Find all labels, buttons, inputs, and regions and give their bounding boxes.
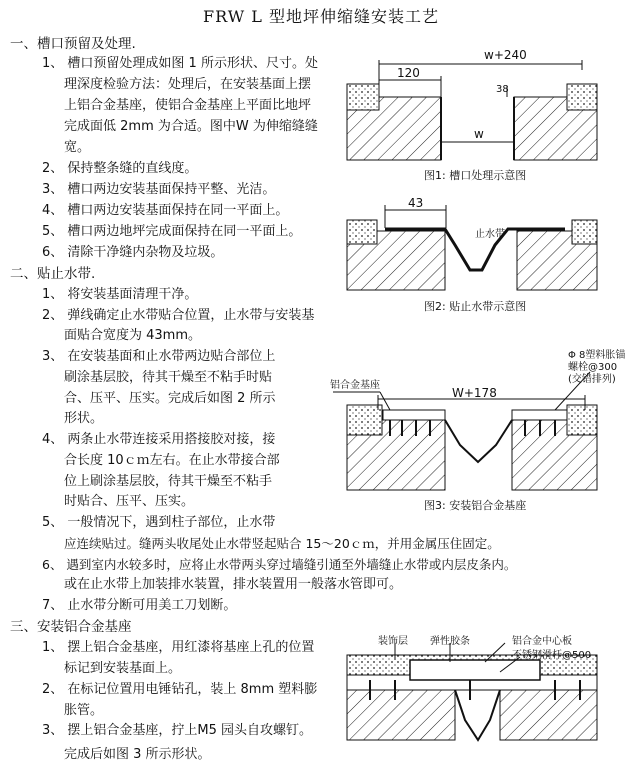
fig1-dim-left: 120 (397, 66, 420, 80)
list-item: 3、 摆上铝合金基座，拧上M5 园头自攻螺钉。 (42, 723, 313, 738)
figure-1-caption: 图1: 槽口处理示意图 (424, 169, 527, 182)
list-item: 或在止水带上加装排水装置，排水装置用一般落水管即可。 (64, 577, 403, 592)
fig3-label-anchor-1: Φ 8塑料胀锚 (568, 350, 626, 361)
list-item: 4、 槽口两边安装基面保持在同一平面上。 (42, 203, 289, 218)
figure-1-groove (347, 60, 597, 160)
fig3-label-base: 铝合金基座 (330, 380, 380, 391)
list-item: 胀管。 (64, 703, 104, 718)
fig1-dim-depth: 38 (496, 84, 509, 95)
list-item: 5、 槽口两边地坪完成面保持在同一平面上。 (42, 224, 302, 239)
list-item: 2、 在标记位置用电锤钻孔，装上 8mm 塑料膨 (42, 682, 318, 697)
page-title: FRW L 型地坪伸缩缝安装工艺 (202, 7, 440, 26)
list-item: 完成面低 2mm 为合适。图中W 为伸缩缝缝 (64, 119, 318, 134)
list-item: 合长度 10ｃｍ左右。在止水带接合部 (64, 453, 280, 468)
list-item: 形状。 (64, 411, 104, 426)
fig4-label-sealant: 弹性胶条 (430, 636, 470, 647)
list-item: 2、 弹线确定止水带贴合位置，止水带与安装基 (42, 308, 315, 323)
fig3-label-anchor-3: (交错排列) (568, 374, 616, 385)
list-item: 上铝合金基座，使铝合金基座上平面比地坪 (64, 98, 312, 113)
list-item: 合、压平、压实。完成后如图 2 所示 (64, 391, 276, 406)
list-item: 5、 一般情况下，遇到柱子部位，止水带 (42, 515, 276, 530)
fig4-label-centerplate: 铝合金中心板 (512, 636, 572, 647)
fig3-dim-total: W+178 (452, 386, 497, 400)
list-item: 1、 将安装基面清理干净。 (42, 287, 198, 302)
list-item: 面贴合宽度为 43mm。 (64, 328, 202, 343)
list-item: 宽。 (64, 140, 91, 155)
fig1-dim-total: w+240 (484, 48, 527, 62)
fig4-label-slider: 不锈钢滑杆@500 (512, 650, 592, 661)
list-item: 7、 止水带分断可用美工刀划断。 (42, 598, 237, 613)
list-item: 时贴合、压平、压实。 (64, 494, 195, 509)
fig2-label-waterstop: 止水带 (475, 229, 505, 240)
list-item: 理深度检验方法：处理后，在安装基面上摆 (64, 77, 312, 92)
list-item: 6、 清除干净缝内杂物及垃圾。 (42, 245, 224, 260)
list-item: 1、 摆上铝合金基座，用红漆将基座上孔的位置 (42, 640, 315, 655)
list-item: 完成后如图 3 所示形状。 (64, 747, 211, 762)
fig2-dim-width: 43 (408, 196, 424, 210)
list-item: 4、 两条止水带连接采用搭接胶对接，接 (42, 432, 276, 447)
list-item: 应连续贴过。缝两头收尾处止水带竖起贴合 15～20ｃｍ，并用金属压住固定。 (64, 536, 500, 551)
fig1-dim-gap: w (474, 127, 484, 141)
list-item: 标记到安装基面上。 (64, 661, 182, 676)
list-item: 2、 保持整条缝的直线度。 (42, 161, 198, 176)
list-item: 位上刷涂基层胶，待其干燥至不粘手 (64, 474, 273, 489)
section-heading-2: 二、贴止水带. (10, 266, 96, 282)
list-item: 3、 槽口两边安装基面保持平整、光洁。 (42, 182, 276, 197)
figure-2-caption: 图2: 贴止水带示意图 (424, 300, 527, 313)
figure-3-caption: 图3: 安装铝合金基座 (424, 499, 527, 512)
list-item: 1、 槽口预留处理成如图 1 所示形状、尺寸。处 (42, 56, 318, 71)
list-item: 6、 遇到室内水较多时，应将止水带两头穿过墙缝引通至外墙缝止水带或内层皮条内。 (42, 557, 517, 572)
figure-2-waterstop (347, 205, 597, 290)
list-item: 刷涂基层胶，待其干燥至不粘手时贴 (64, 370, 273, 385)
fig3-label-anchor-2: 螺栓@300 (568, 362, 618, 373)
list-item: 3、 在安装基面和止水带两边贴合部位上 (42, 349, 276, 364)
section-heading-1: 一、槽口预留及处理. (10, 36, 136, 52)
section-heading-3: 三、安装铝合金基座 (10, 619, 132, 635)
fig4-label-finish: 装饰层 (378, 636, 408, 647)
